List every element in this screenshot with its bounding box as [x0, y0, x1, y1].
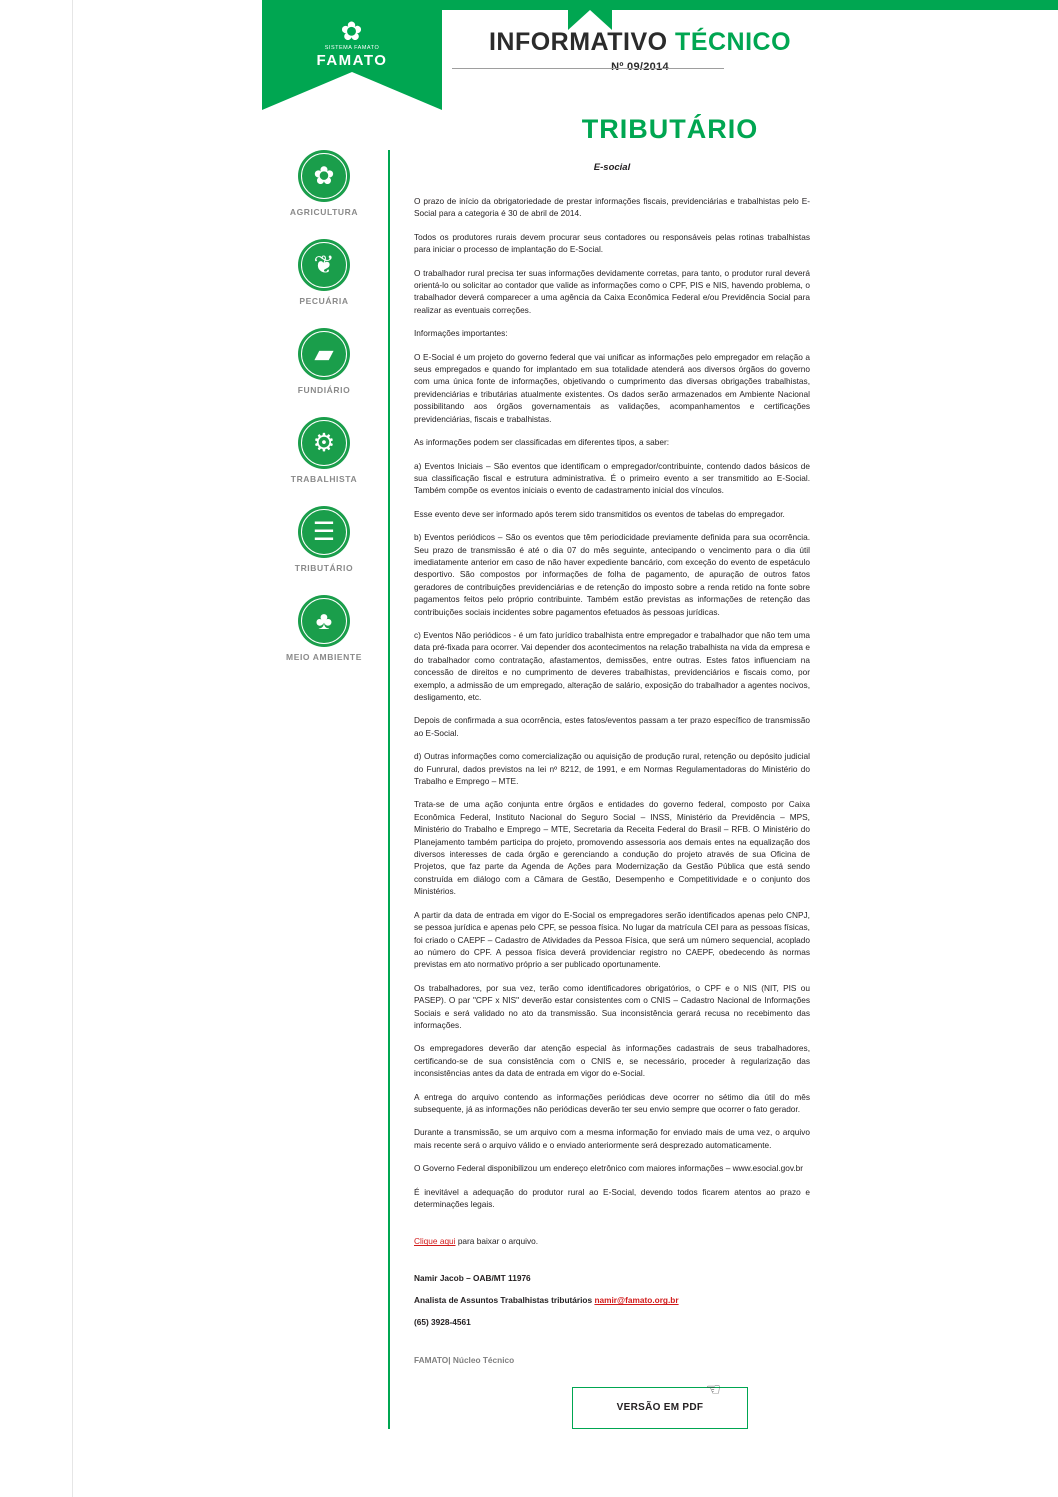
paragraph: Todos os produtores rurais devem procurar seus contadores ou responsáveis pelas rotinas trabalhistas para iniciar o processo de implantação do E-Social.: [414, 231, 810, 255]
paragraph: d) Outras informações como comercialização ou aquisição de produção rural, retenção ou depósito judicial do Funrural, dados previstos na lei nº 8212, de 1991, e em Normas Regulamentadoras do Ministério do Trabalho e Emprego – MTE.: [414, 751, 810, 787]
page-title-part2: TÉCNICO: [675, 28, 792, 56]
paragraph: Esse evento deve ser informado após terem sido transmitidos os eventos de tabelas do empregador.: [414, 508, 785, 519]
sidebar-item-meio-ambiente[interactable]: [262, 595, 386, 662]
author-role: [414, 1294, 810, 1307]
department-label: FAMATO| Núcleo Técnico: [414, 1355, 515, 1366]
author-email-link[interactable]: namir@famato.org.br: [594, 1295, 679, 1306]
sidebar-item-label: AGRICULTURA: [289, 207, 359, 217]
sidebar: [262, 150, 386, 684]
paragraph: A entrega do arquivo contendo as informações periódicas deve ocorrer no sétimo dia útil do mês subsequente, já as informações não periódicas deverão ter seu envio sempre que ocorrer o fato gerador.: [414, 1091, 810, 1114]
leaf-icon: ✿: [340, 16, 364, 46]
download-rest: para baixar o arquivo.: [455, 1236, 539, 1247]
author-phone: (65) 3928-4561: [414, 1317, 471, 1328]
sidebar-item-label: TRABALHISTA: [290, 474, 358, 484]
sidebar-item-agricultura[interactable]: [262, 150, 386, 217]
paragraph: b) Eventos periódicos – São os eventos que têm periodicidade previamente definida para sua ocorrência. Seu prazo de transmissão é até o dia 07 do mês seguinte, antecipando o vencimento para o dia útil imediatamente anterior em caso de não haver expediente bancário, com exceção do evento de espetáculo desportivo. São compostos por informações de folha de pagamento, de apuração de outros fatos geradores de contribuições previdenciárias e de retenção do imposto sobre a renda retido na fonte sobre pagamentos feitos pelo próprio contribuinte. Também estão previstas as informações de retenção das contribuições sociais incidentes sobre pagamentos efetuados às pessoas jurídicas.: [414, 532, 810, 617]
article-subtitle: E-social: [593, 162, 631, 173]
author-name: Namir Jacob – OAB/MT 11976: [414, 1273, 531, 1284]
paragraph: O trabalhador rural precisa ter suas informações devidamente corretas, para tanto, o produtor rural deverá orientá-lo ou solicitar ao contador que valide as informações como o CPF, PIS e NIS, havendo problema, o trabalhador deverá comparecer a uma agência da Caixa Econômica Federal e/ou Previdência Social para realizar as eventuais correções.: [414, 267, 810, 315]
issue-number: Nº 09/2014: [611, 61, 669, 73]
paragraph: Durante a transmissão, se um arquivo com a mesma informação for enviado mais de uma vez, o arquivo mais recente será o arquivo válido e o enviado anteriormente será desprezado automaticamente.: [414, 1127, 810, 1150]
sidebar-item-trabalhista[interactable]: [262, 417, 386, 484]
header-divider: [452, 68, 724, 69]
land-icon: ▰: [298, 328, 350, 380]
header-logo-point: [262, 72, 442, 110]
famato-brand: FAMATO: [316, 52, 388, 69]
sidebar-item-fundiario[interactable]: [262, 328, 386, 395]
sidebar-item-label: MEIO AMBIENTE: [286, 652, 362, 662]
paragraph: c) Eventos Não periódicos - é um fato jurídico trabalhista entre empregador e trabalhador que não tem uma data pré-fixada para ocorrer. Vai depender dos acontecimentos na relação trabalhista na vida da empresa e do trabalhador como contratação, afastamentos, demissões, entre outras. Estes fatos influenciam na concessão de direitos e no cumprimento de deveres trabalhistas, previdenciários e fiscais como, por exemplo, a admissão de um empregado, alteração de salário, exposição do trabalhador a agentes nocivos, desligamento, etc.: [414, 629, 810, 702]
document-icon: ☰: [298, 506, 350, 558]
pdf-hand-icon: ☜: [705, 1380, 721, 1400]
famato-logo: [290, 18, 414, 69]
download-line: [414, 1236, 810, 1246]
pdf-version-button[interactable]: [572, 1380, 748, 1429]
paragraph: O Governo Federal disponibilizou um endereço eletrônico com maiores informações – www.esocial.gov.br: [414, 1163, 804, 1174]
sidebar-item-tributario[interactable]: [262, 506, 386, 573]
tree-icon: ♣: [298, 595, 350, 647]
sidebar-item-pecuaria[interactable]: [262, 239, 386, 306]
paragraph: O E-Social é um projeto do governo federal que vai unificar as informações pelo empregador em relação a seus empregados e quando for implantado em sua totalidade atenderá aos diversos órgãos do governo com uma única fonte de informações, objetivando o cumprimento das diversas obrigações trabalhistas, previdenciárias e tributárias atualmente existentes. Os dados serão armazenados em Ambiente Nacional possibilitando aos órgãos governamentais as validações, acompanhamentos e certificações previdenciárias, fiscais e trabalhistas.: [414, 351, 810, 424]
page-title-part1: INFORMATIVO: [488, 28, 668, 56]
paragraph: Informações importantes:: [414, 328, 508, 339]
page-title: [440, 28, 840, 57]
page-left-rule: [72, 0, 73, 1497]
paragraph: A partir da data de entrada em vigor do E-Social os empregadores serão identificados apenas pelo CNPJ, se pessoa jurídica e apenas pelo CPF, se pessoa física. No lugar da matrícula CEI para as pessoas físicas, foi criado o CAEPF – Cadastro de Atividades da Pessoa Física, que será um número sequencial, acoplado ao número do CPF. A pessoa física deverá providenciar registro no CAEPF, obedecendo às normas previstas em ato normativo próprio a ser publicado oportunamente.: [414, 909, 810, 970]
paragraph: a) Eventos Iniciais – São eventos que identificam o empregador/contribuinte, contendo dados básicos de sua classificação fiscal e estrutura administrativa. É o primeiro evento a ser transmitido ao E-Social. Também compõe os eventos iniciais o evento de cadastramento inicial dos vínculos.: [414, 460, 810, 496]
paragraph: Os empregadores deverão dar atenção especial às informações cadastrais de seus trabalhadores, certificando-se de sua consistência com o CNIS e, se necessário, proceder à regularização das inconsistências antes da data de entrada em vigor do e-Social.: [414, 1043, 810, 1079]
author-role-text: Analista de Assuntos Trabalhistas tributários: [414, 1295, 595, 1306]
plant-icon: ✿: [298, 150, 350, 202]
paragraph: O prazo de início da obrigatoriedade de prestar informações fiscais, previdenciárias e trabalhistas pelo E-Social para a categoria é 30 de abril de 2014.: [414, 196, 810, 219]
sidebar-item-label: TRIBUTÁRIO: [294, 563, 354, 573]
paragraph: Trata-se de uma ação conjunta entre órgãos e entidades do governo federal, composto por Caixa Econômica Federal, Instituto Nacional do Seguro Social – INSS, Ministério da Previdência – MPS, Ministério do Trabalho e Emprego – MTE, Secretaria da Receita Federal do Brasil – RFB. O Ministério do Planejamento também participa do projeto, promovendo assessoria aos demais entes na equalização dos diversos interesses de cada órgão e gerenciando a condução do projeto através de sua Oficina de Projetos, que faz parte da Agenda de Ações para Modernização da Gestão Pública que está sendo construída em diálogo com a Câmara de Gestão, Desempenho e Competitividade e o conjunto dos Ministérios.: [414, 799, 810, 897]
document-header: [0, 0, 1058, 112]
header-title-group: [440, 28, 840, 73]
download-link[interactable]: Clique aqui: [414, 1236, 456, 1247]
pdf-version-label: VERSÃO EM PDF: [616, 1402, 704, 1414]
paragraph: As informações podem ser classificadas em diferentes tipos, a saber:: [414, 437, 670, 448]
paragraph: Depois de confirmada a sua ocorrência, estes fatos/eventos passam a ter prazo específico de transmissão ao E-Social.: [414, 715, 810, 738]
cow-icon: ❦: [298, 239, 350, 291]
section-title: TRIBUTÁRIO: [581, 114, 759, 144]
paragraph: Os trabalhadores, por sua vez, terão como identificadores obrigatórios, o CPF e o NIS (NIT, PIS ou PASEP). O par "CPF x NIS" deverão estar consistentes com o CNIS – Cadastro Nacional de Informações Sociais e será validado no ato da transmissão. Sua inconsistência gerará recusa no recebimento das informações.: [414, 982, 810, 1030]
tractor-icon: ⚙: [298, 417, 350, 469]
article-body: [388, 150, 810, 1429]
paragraph: É inevitável a adequação do produtor rural ao E-Social, devendo todos ficarem atentos ao prazo e determinações legais.: [414, 1186, 810, 1209]
header-accent-point: [568, 10, 612, 30]
famato-tagline: SISTEMA FAMATO: [324, 45, 380, 51]
sidebar-item-label: PECUÁRIA: [299, 296, 349, 306]
sidebar-item-label: FUNDIÁRIO: [297, 385, 351, 395]
